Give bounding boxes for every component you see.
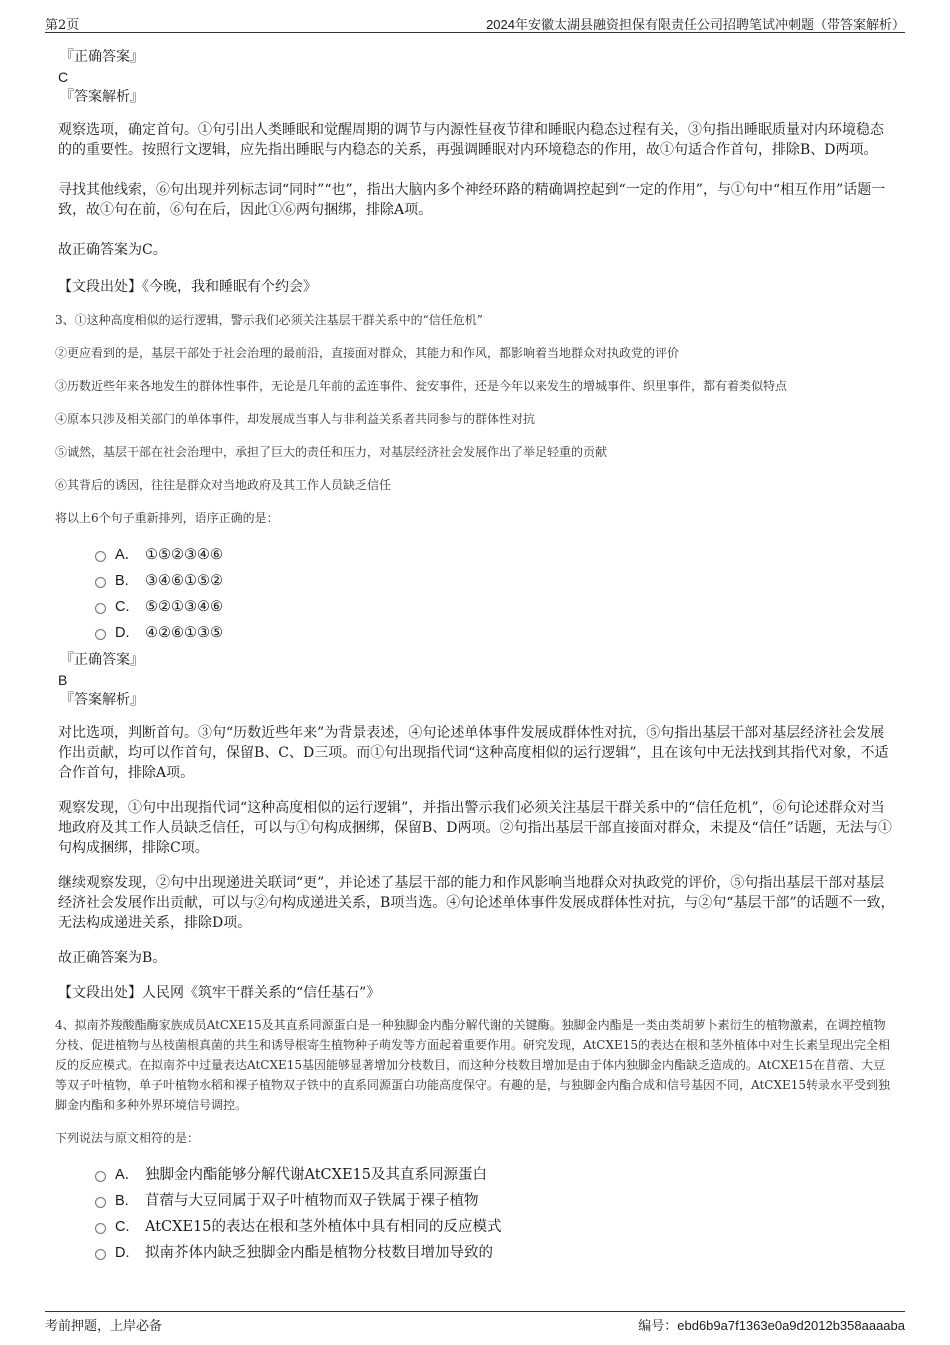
document-title: 2024年安徽太湖县融资担保有限责任公司招聘笔试冲刺题（带答案解析） — [486, 17, 905, 32]
options-list — [95, 542, 895, 646]
option-a[interactable] — [95, 542, 895, 568]
question-4 — [55, 1015, 895, 1266]
option-c[interactable] — [95, 1214, 895, 1240]
source-citation: 【文段出处】《今晚，我和睡眠有个约会》 — [58, 279, 317, 295]
radio-icon[interactable] — [95, 603, 106, 614]
analysis-paragraph: 继续观察发现，②句中出现递进关联词“更”，并论述了基层干部的能力和作风影响当地群众对执政党的评价，⑤句指出基层干部对基层经济社会发展作出贡献，可以与②句构成递进关系，B项当选。④句论述单体事件发展成群体性对抗，与②句“基层干部”的话题不一致，无法构成递进关系，排除D项。 — [58, 875, 895, 931]
page-content — [55, 47, 895, 1266]
analysis-conclusion: 故正确答案为B。 — [58, 950, 167, 966]
option-text: ⑤②①③④⑥ — [145, 599, 223, 615]
question-prompt: 下列说法与原文相符的是： — [55, 1131, 200, 1145]
option-d[interactable] — [95, 620, 895, 646]
option-text: ④②⑥①③⑤ — [145, 625, 223, 641]
source-citation: 【文段出处】人民网《筑牢干群关系的“信任基石”》 — [58, 985, 381, 1001]
correct-answer-label: 『正确答案』 — [60, 652, 144, 668]
option-letter: D. — [115, 625, 130, 641]
option-letter: A． — [115, 547, 140, 563]
option-text: ①⑤②③④⑥ — [145, 547, 223, 563]
radio-icon[interactable] — [95, 551, 106, 562]
option-letter: B. — [115, 1193, 129, 1209]
option-text: ③④⑥①⑤② — [145, 573, 223, 589]
correct-answer-value: B — [58, 672, 68, 688]
radio-icon[interactable] — [95, 1171, 106, 1182]
page-number: 第2页 — [45, 18, 80, 33]
option-letter: D. — [115, 1245, 130, 1261]
options-list — [95, 1162, 895, 1266]
option-text: 拟南芥体内缺乏独脚金内酯是植物分枝数目增加导致的 — [145, 1245, 493, 1261]
question-sentence: ④原本只涉及相关部门的单体事件，却发展成当事人与非利益关系者共同参与的群体性对抗 — [55, 412, 536, 426]
analysis-paragraph: 观察选项，确定首句。①句引出人类睡眠和觉醒周期的调节与内源性昼夜节律和睡眠内稳态过程有关，③句指出睡眠质量对内环境稳态的的重要性。按照行文逻辑，应先指出睡眠与内稳态的关系，再强调睡眠对内环境稳态的作用，故①句适合作首句，排除B、D两项。 — [58, 122, 884, 158]
question-sentence: ③历数近些年来各地发生的群体性事件，无论是几年前的孟连事件、瓮安事件，还是今年以来发生的增城事件、织里事件，都有着类似特点 — [55, 379, 788, 393]
analysis-paragraph: 观察发现，①句中出现指代词“这种高度相似的运行逻辑”，并指出警示我们必须关注基层干群关系中的“信任危机”，⑥句论述群众对当地政府及其工作人员缺乏信任，可以与①句构成捆绑，保留B、D两项。②句指出基层干部直接面对群众，未提及“信任”话题，无法与①句构成捆绑，排除C项。 — [58, 800, 892, 856]
question-prompt: 将以上6个句子重新排列，语序正确的是： — [55, 511, 279, 525]
option-b[interactable] — [95, 568, 895, 594]
analysis-paragraph: 对比选项，判断首句。③句“历数近些年来”为背景表述，④句论述单体事件发展成群体性对抗，⑤句指出基层干部对基层经济社会发展作出贡献，均可以作首句，保留B、C、D三项。而①句出现指代词“这种高度相似的运行逻辑”，且在该句中无法找到其指代对象，不适合作首句，排除A项。 — [58, 725, 889, 781]
radio-icon[interactable] — [95, 1249, 106, 1260]
radio-icon[interactable] — [95, 1223, 106, 1234]
option-letter: C. — [115, 599, 130, 615]
analysis-label: 『答案解析』 — [60, 692, 144, 708]
radio-icon[interactable] — [95, 1197, 106, 1208]
option-text: 独脚金内酯能够分解代谢AtCXE15及其直系同源蛋白 — [145, 1167, 487, 1183]
radio-icon[interactable] — [95, 577, 106, 588]
analysis-conclusion: 故正确答案为C。 — [58, 242, 167, 258]
question-sentence: ⑤诚然，基层干部在社会治理中，承担了巨大的责任和压力，对基层经济社会发展作出了举足轻重的贡献 — [55, 445, 608, 459]
question-sentence: ②更应看到的是，基层干部处于社会治理的最前沿，直接面对群众，其能力和作风，都影响着当地群众对执政党的评价 — [55, 346, 680, 360]
option-d[interactable] — [95, 1240, 895, 1266]
option-b[interactable] — [95, 1188, 895, 1214]
question-3 — [55, 310, 895, 1003]
option-letter: C. — [115, 1219, 130, 1235]
question-passage: 4、拟南芥羧酸酯酶家族成员AtCXE15及其直系同源蛋白是一种独脚金内酯分解代谢的关键酶。独脚金内酯是一类由类胡萝卜素衍生的植物激素，在调控植物分枝、促进植物与丛枝菌根真菌的共生和诱导根寄生植物种子萌发等方面起着重要作用。研究发现，AtCXE15的表达在根和茎外植体中对生长素呈现出完全相反的反应模式。在拟南芥中过量表达AtCXE15基因能够显著增加分枝数目，而这种分枝数目增加是由于体内独脚金内酯缺乏造成的。AtCXE15在苜蓿、大豆等双子叶植物，单子叶植物水稻和裸子植物双子铁中的直系同源蛋白功能高度保守。有趣的是，与独脚金内酯合成和信号基因不同，AtCXE15转录水平受到独脚金内酯和多种外界环境信号调控。 — [55, 1018, 891, 1112]
code-label: 编号： — [638, 1319, 678, 1334]
footer-code — [638, 1315, 905, 1334]
question-sentence: 3、①这种高度相似的运行逻辑，警示我们必须关注基层干群关系中的“信任危机” — [55, 313, 483, 327]
option-text: 苜蓿与大豆同属于双子叶植物而双子铁属于裸子植物 — [145, 1193, 479, 1209]
code-value: ebd6b9a7f1363e0a9d2012b358aaaaba — [677, 1318, 905, 1333]
option-letter: A． — [115, 1167, 140, 1183]
option-text: AtCXE15的表达在根和茎外植体中具有相同的反应模式 — [145, 1219, 502, 1235]
answer-block-q2 — [55, 47, 895, 297]
option-a[interactable] — [95, 1162, 895, 1188]
analysis-label: 『答案解析』 — [60, 89, 144, 105]
page-footer — [45, 1311, 905, 1334]
analysis-paragraph: 寻找其他线索，⑥句出现并列标志词“同时”“也”，指出大脑内多个神经环路的精确调控起到“一定的作用”，与①句中“相互作用”话题一致，故①句在前，⑥句在后，因此①⑥两句捆绑，排除A项。 — [58, 182, 886, 218]
footer-slogan: 考前押题，上岸必备 — [45, 1319, 163, 1334]
page-header — [45, 12, 905, 33]
correct-answer-value: C — [58, 69, 69, 85]
radio-icon[interactable] — [95, 629, 106, 640]
question-sentence: ⑥其背后的诱因，往往是群众对当地政府及其工作人员缺乏信任 — [55, 478, 392, 492]
option-letter: B. — [115, 573, 129, 589]
option-c[interactable] — [95, 594, 895, 620]
correct-answer-label: 『正确答案』 — [60, 49, 144, 65]
